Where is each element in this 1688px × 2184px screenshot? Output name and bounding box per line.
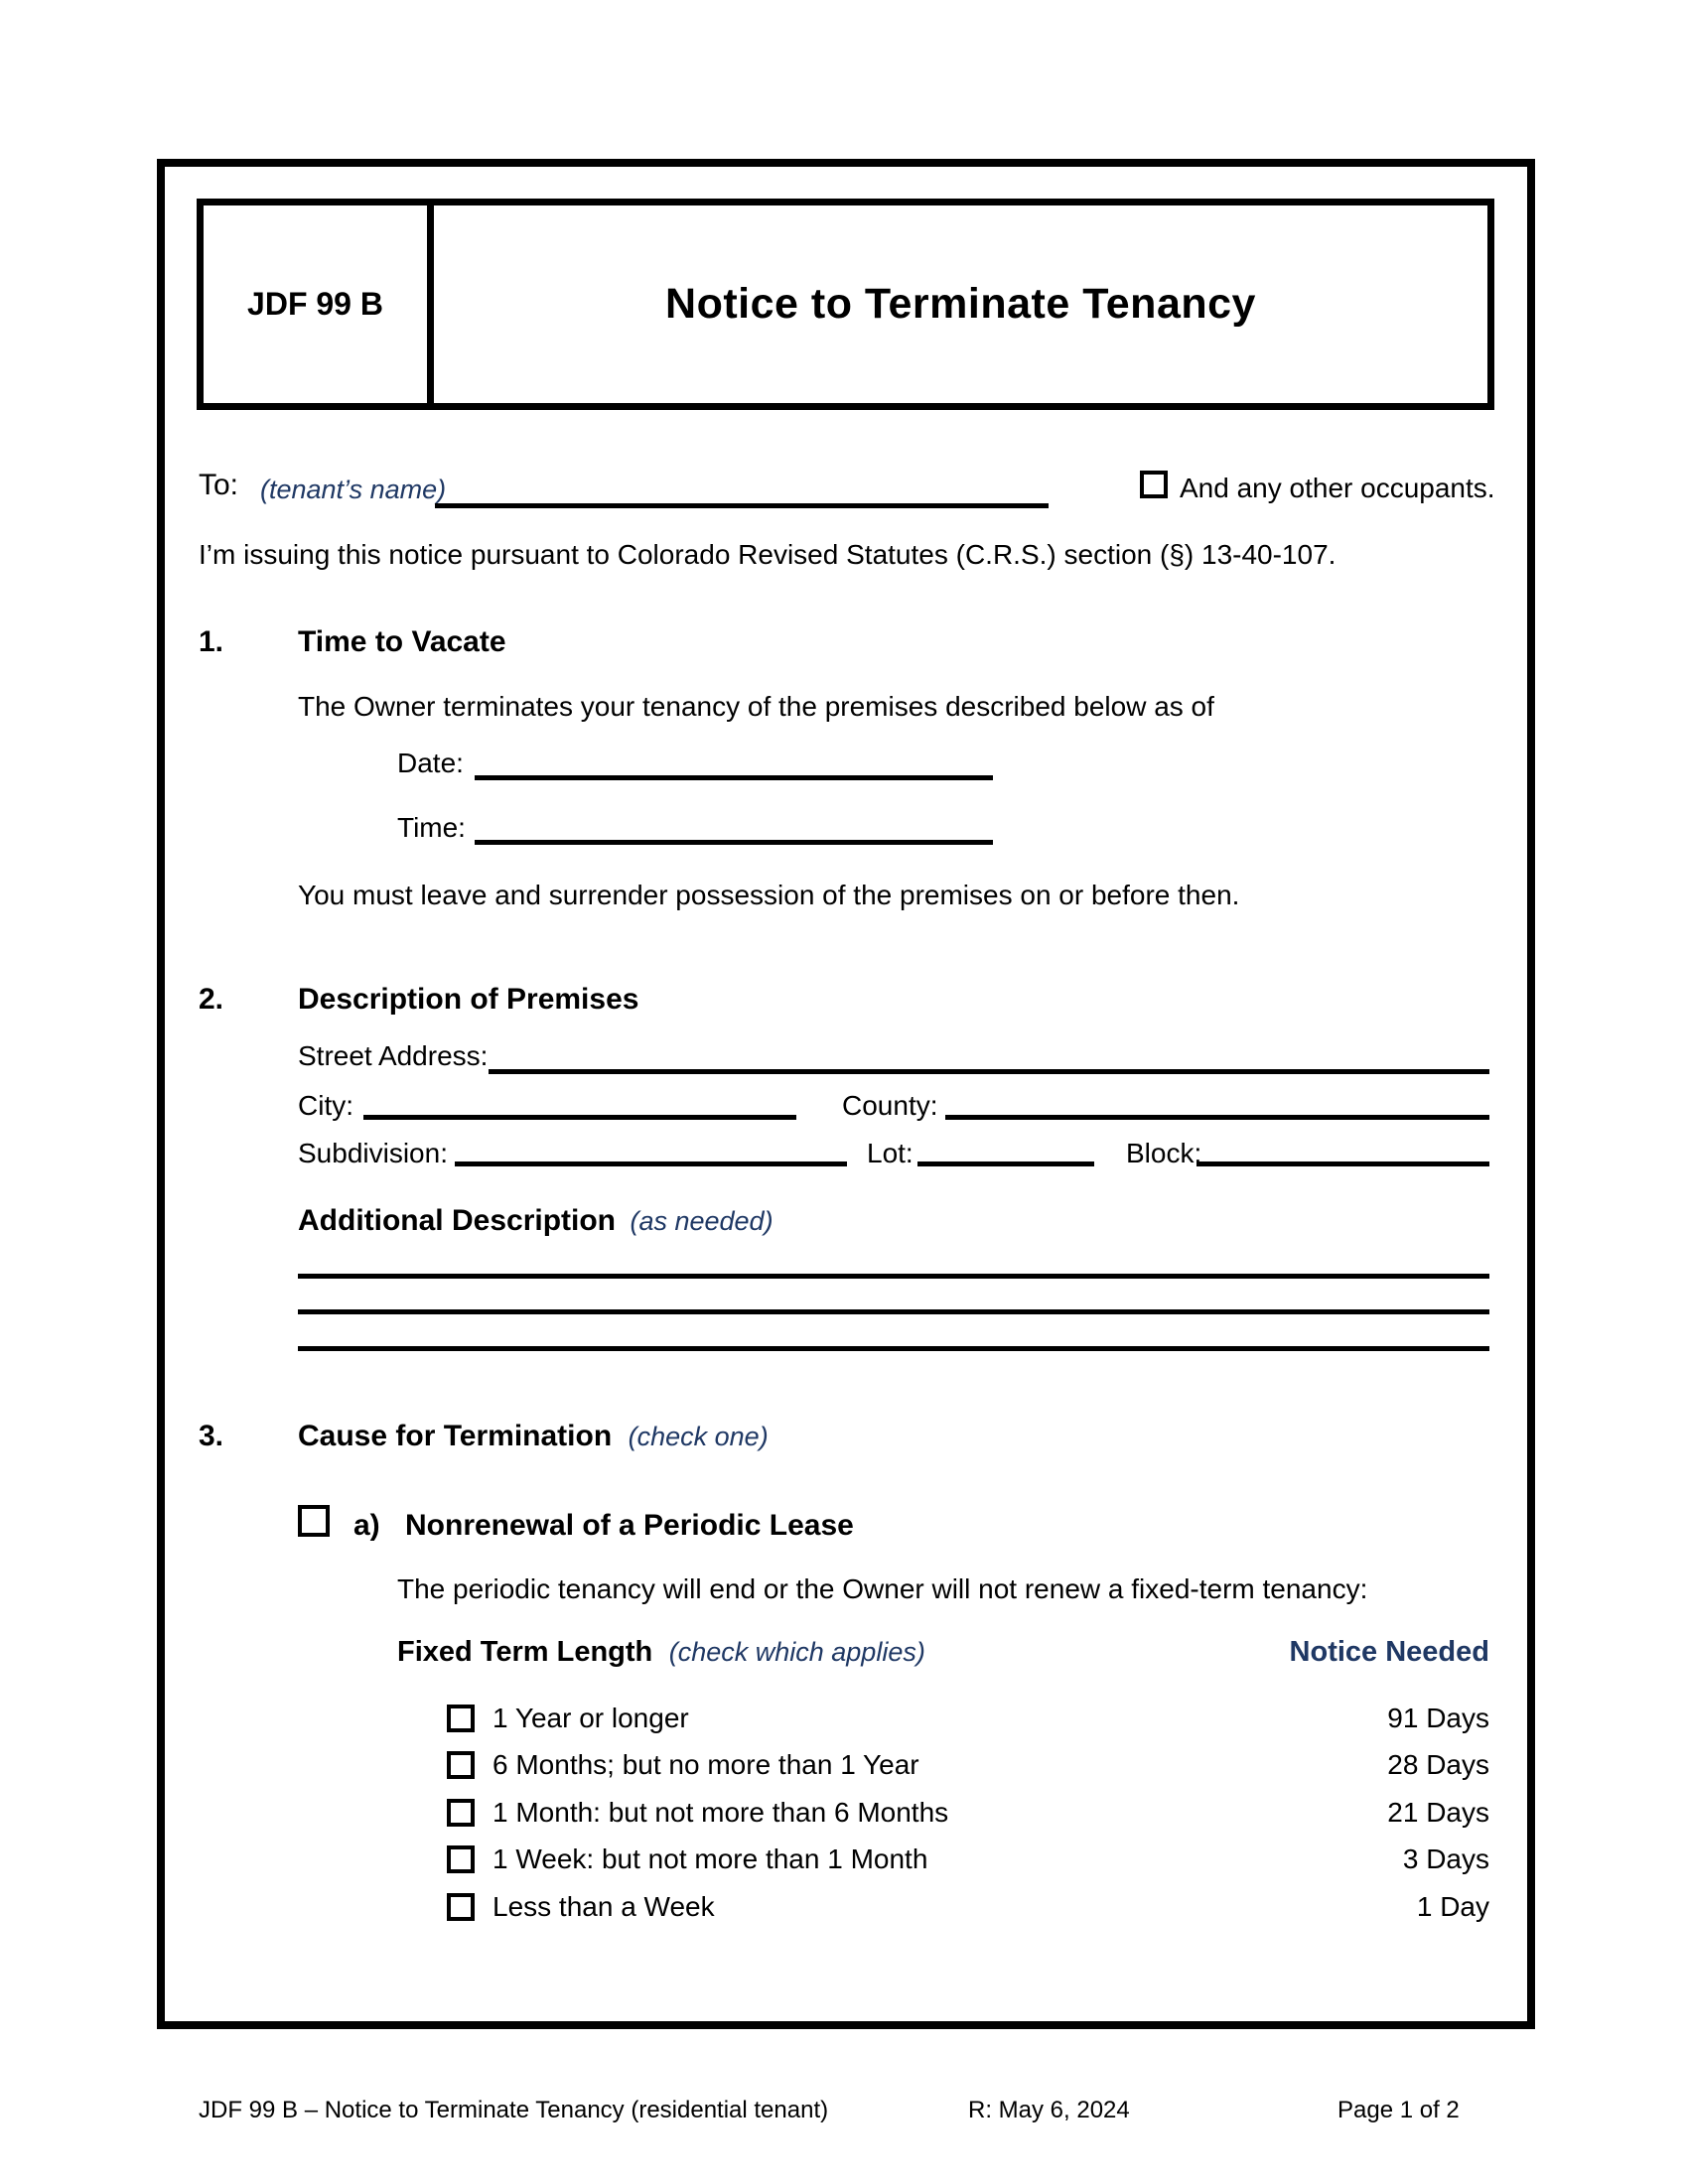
statute-line: I’m issuing this notice pursuant to Colorado Revised Statutes (C.R.S.) section (§) 13-40-107. xyxy=(199,539,1336,570)
street-address-blank[interactable] xyxy=(489,1038,1489,1074)
lot-label: Lot: xyxy=(867,1138,914,1168)
section1-heading: Time to Vacate xyxy=(298,625,506,658)
block-label: Block: xyxy=(1126,1138,1202,1168)
term-row-4 xyxy=(447,1842,1489,1877)
form-code-cell xyxy=(204,205,434,403)
fixed-term-length-hint: (check which applies) xyxy=(668,1637,925,1667)
other-occupants-label: And any other occupants. xyxy=(1180,473,1495,503)
fixed-term-length-label: Fixed Term Length xyxy=(397,1636,653,1668)
option-a-title: Nonrenewal of a Periodic Lease xyxy=(405,1509,854,1542)
street-address-label: Street Address: xyxy=(298,1040,489,1071)
date-blank[interactable] xyxy=(475,745,993,780)
option-a-checkbox[interactable] xyxy=(298,1505,330,1537)
time-label: Time: xyxy=(397,812,466,843)
form-header xyxy=(197,199,1494,410)
term-row-2-notice: 28 Days xyxy=(1387,1749,1489,1780)
section3-heading-hint: (check one) xyxy=(628,1422,769,1451)
footer-revision-date: R: May 6, 2024 xyxy=(968,2097,1130,2123)
additional-description-line-2[interactable] xyxy=(298,1309,1489,1314)
additional-description-label: Additional Description xyxy=(298,1204,617,1237)
term-row-1-notice: 91 Days xyxy=(1387,1703,1489,1733)
option-a-letter: a) xyxy=(353,1509,380,1542)
tenant-name-hint: (tenant’s name) xyxy=(260,475,447,504)
term-row-2-checkbox[interactable] xyxy=(447,1751,475,1779)
term-row-4-checkbox[interactable] xyxy=(447,1845,475,1873)
tenant-name-blank[interactable] xyxy=(435,475,1049,508)
footer-form-id: JDF 99 B – Notice to Terminate Tenancy (residential tenant) xyxy=(199,2097,829,2123)
page-title: Notice to Terminate Tenancy xyxy=(665,280,1256,328)
term-row-3-checkbox[interactable] xyxy=(447,1799,475,1827)
section1-number: 1. xyxy=(199,625,224,658)
term-row-5-checkbox[interactable] xyxy=(447,1893,475,1921)
additional-description-line-3[interactable] xyxy=(298,1346,1489,1351)
term-row-3 xyxy=(447,1795,1489,1831)
term-row-2-label: 6 Months; but no more than 1 Year xyxy=(492,1749,919,1780)
county-blank[interactable] xyxy=(945,1088,1489,1120)
section2-number: 2. xyxy=(199,983,224,1016)
term-row-1 xyxy=(447,1701,1489,1736)
section1-body1: The Owner terminates your tenancy of the premises described below as of xyxy=(298,691,1214,722)
section2-heading: Description of Premises xyxy=(298,983,639,1016)
other-occupants-checkbox[interactable] xyxy=(1140,471,1168,498)
term-row-1-checkbox[interactable] xyxy=(447,1705,475,1732)
date-label: Date: xyxy=(397,748,464,778)
term-row-4-notice: 3 Days xyxy=(1402,1843,1489,1874)
block-blank[interactable] xyxy=(1196,1135,1489,1166)
term-row-4-label: 1 Week: but not more than 1 Month xyxy=(492,1843,928,1874)
section3-heading-row xyxy=(298,1420,769,1453)
term-row-3-label: 1 Month: but not more than 6 Months xyxy=(492,1797,949,1828)
form-code: JDF 99 B xyxy=(247,286,383,322)
option-a-body: The periodic tenancy will end or the Owner will not renew a fixed-term tenancy: xyxy=(397,1573,1368,1604)
city-label: City: xyxy=(298,1090,353,1121)
term-table-header-left xyxy=(397,1636,925,1669)
footer-page-number: Page 1 of 2 xyxy=(1337,2097,1460,2123)
term-row-5-label: Less than a Week xyxy=(492,1891,715,1922)
form-title-cell xyxy=(434,205,1487,403)
term-row-5-notice: 1 Day xyxy=(1416,1891,1489,1922)
subdivision-blank[interactable] xyxy=(455,1135,847,1166)
term-row-5 xyxy=(447,1889,1489,1925)
time-blank[interactable] xyxy=(475,809,993,845)
section3-number: 3. xyxy=(199,1420,224,1452)
to-label: To: xyxy=(199,469,239,501)
notice-needed-header: Notice Needed xyxy=(1289,1636,1489,1668)
additional-description-line-1[interactable] xyxy=(298,1274,1489,1279)
county-label: County: xyxy=(842,1090,938,1121)
additional-description-hint: (as needed) xyxy=(630,1206,774,1236)
lot-blank[interactable] xyxy=(917,1135,1094,1166)
term-row-1-label: 1 Year or longer xyxy=(492,1703,689,1733)
subdivision-label: Subdivision: xyxy=(298,1138,448,1168)
term-row-3-notice: 21 Days xyxy=(1387,1797,1489,1828)
term-row-2 xyxy=(447,1747,1489,1783)
additional-description-heading xyxy=(298,1204,774,1238)
section1-body2: You must leave and surrender possession of the premises on or before then. xyxy=(298,880,1240,910)
city-blank[interactable] xyxy=(363,1088,796,1120)
section3-heading: Cause for Termination xyxy=(298,1420,613,1452)
